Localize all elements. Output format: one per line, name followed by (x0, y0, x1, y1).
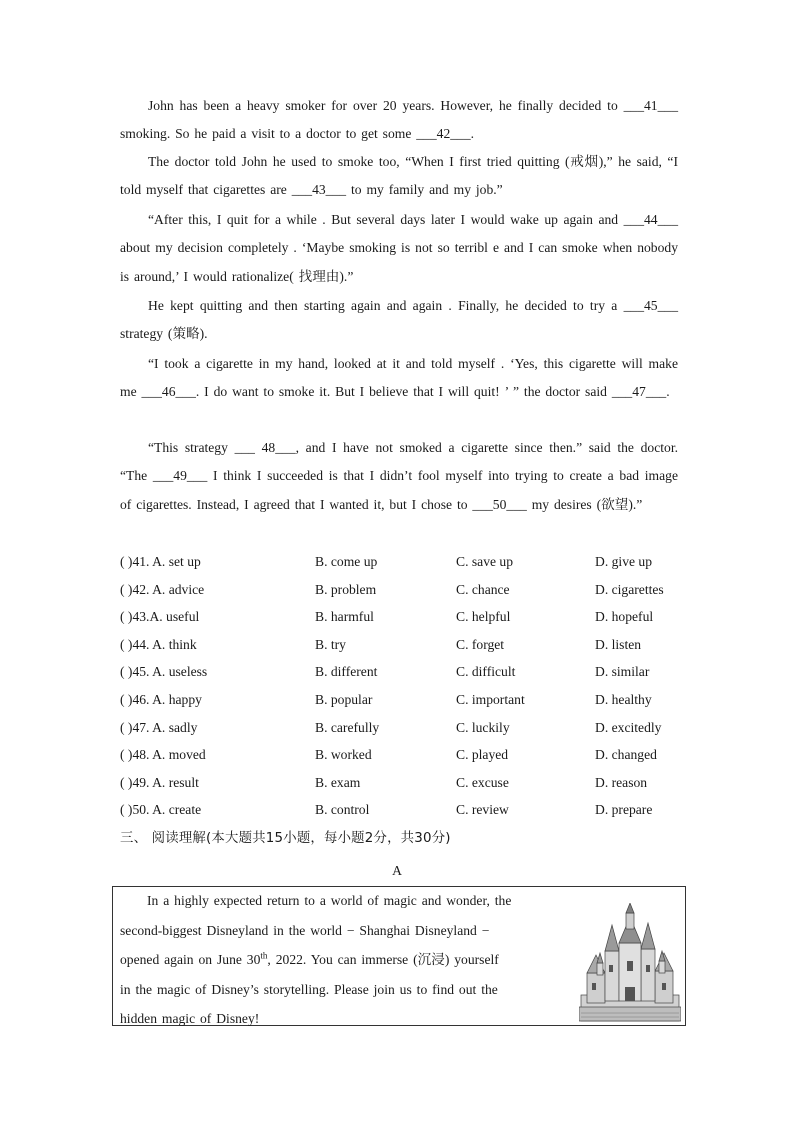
question-option-a[interactable]: ( )50. A. create (120, 802, 202, 818)
passage-label: A (392, 863, 402, 878)
question-option-d[interactable]: D. listen (595, 636, 642, 652)
castle-illustration (579, 903, 681, 1023)
question-option-a[interactable]: ( )46. A. happy (120, 691, 202, 707)
question-option-d[interactable]: D. prepare (595, 802, 653, 818)
question-row (120, 769, 690, 797)
question-option-c[interactable]: C. played (456, 747, 509, 763)
question-option-d[interactable]: D. changed (595, 747, 657, 763)
question-row (120, 576, 690, 604)
question-option-c[interactable]: C. important (456, 691, 525, 707)
question-option-b[interactable]: B. popular (315, 691, 373, 707)
question-row (120, 714, 690, 742)
reading-line (120, 945, 558, 975)
question-row (120, 631, 690, 659)
question-option-d[interactable]: D. give up (595, 554, 653, 569)
question-option-b[interactable]: B. harmful (315, 609, 374, 625)
question-option-d[interactable]: D. healthy (595, 691, 652, 707)
question-row (120, 796, 690, 824)
question-option-b[interactable]: B. control (315, 802, 370, 818)
question-option-c[interactable]: C. helpful (456, 609, 511, 625)
question-option-a[interactable]: ( )43.A. useful (120, 609, 200, 625)
reading-passage-box (112, 886, 686, 1026)
question-option-c[interactable]: C. luckily (456, 719, 510, 735)
question-option-c[interactable]: C. review (456, 802, 509, 818)
reading-text: opened again on June 30 (120, 952, 261, 968)
question-option-b[interactable]: B. different (315, 664, 378, 680)
question-row (120, 603, 690, 631)
reading-line: second-biggest Disneyland in the world − Shanghai Disneyland − (120, 922, 490, 938)
question-row (120, 548, 690, 576)
question-option-b[interactable]: B. problem (315, 581, 377, 597)
question-option-d[interactable]: D. similar (595, 664, 650, 680)
question-option-a[interactable]: ( )48. A. moved (120, 747, 206, 763)
section-heading: 三、 阅读理解(本大题共15小题，每小题2分，共30分) (120, 831, 451, 846)
question-option-c[interactable]: C. chance (456, 581, 510, 597)
question-option-a[interactable]: ( )42. A. advice (120, 581, 205, 597)
passage-paragraph-4: He kept quitting and then starting again and again . Finally, he decided to try a ___45___ strategy (策略). (120, 298, 678, 342)
question-option-d[interactable]: D. excitedly (595, 719, 662, 735)
question-option-d[interactable]: D. reason (595, 774, 648, 790)
question-row (120, 741, 690, 769)
question-row (120, 658, 690, 686)
question-option-d[interactable]: D. cigarettes (595, 581, 664, 597)
passage-paragraph-1: John has been a heavy smoker for over 20 years. However, he finally decided to ___41___ smoking. So he paid a visit to a doctor to get some ___42___. (120, 98, 678, 142)
question-option-b[interactable]: B. try (315, 636, 346, 652)
question-option-b[interactable]: B. carefully (315, 719, 380, 735)
reading-passage-text (120, 886, 558, 1034)
question-option-b[interactable]: B. worked (315, 747, 372, 763)
question-option-c[interactable]: C. difficult (456, 664, 516, 680)
question-option-a[interactable]: ( )47. A. sadly (120, 719, 198, 735)
passage-paragraph-3: “After this, I quit for a while . But several days later I would wake up again and ___44___ about my decision completely . ‘Maybe smoking is not so terribl e and I can smoke when nobody is around,’ I would rationalize( 找理由).” (120, 212, 678, 284)
question-row (120, 686, 690, 714)
reading-line: In a highly expected return to a world of magic and wonder, the (147, 893, 512, 908)
passage-paragraph-5: “I took a cigarette in my hand, looked at it and told myself . ‘Yes, this cigarette will make me ___46___. I do want to smoke it. But I believe that I will quit! ’ ” the doctor said ___47___. (120, 356, 678, 400)
question-option-b[interactable]: B. exam (315, 774, 361, 790)
question-option-a[interactable]: ( )41. A. set up (120, 554, 201, 569)
question-option-a[interactable]: ( )45. A. useless (120, 664, 208, 680)
question-option-a[interactable]: ( )44. A. think (120, 636, 197, 652)
passage-paragraph-6: “This strategy ___ 48___, and I have not smoked a cigarette since then.” said the doctor. “The ___49___ I think I succeeded is that I didn’t fool myself into trying to create a bad image of cigarettes. Instead, I agreed that I wanted it, but I chose to ___50___ my desires (欲望).” (120, 440, 678, 512)
passage-paragraph-2: The doctor told John he used to smoke too, “When I first tried quitting (戒烟),” he said, “I told myself that cigarettes are ___43___ to my family and my job.” (120, 154, 678, 198)
reading-line: in the magic of Disney’s storytelling. Please join us to find out the (120, 981, 498, 997)
question-option-c[interactable]: C. forget (456, 636, 505, 652)
reading-text: , 2022. You can immerse (沉浸) yourself (267, 952, 499, 968)
question-option-d[interactable]: D. hopeful (595, 609, 654, 625)
question-option-a[interactable]: ( )49. A. result (120, 774, 199, 790)
ordinal-suffix: th (260, 950, 268, 961)
reading-line: hidden magic of Disney! (120, 1011, 260, 1027)
question-option-c[interactable]: C. save up (456, 554, 514, 569)
question-option-b[interactable]: B. come up (315, 554, 378, 569)
cloze-options (120, 548, 690, 824)
question-option-c[interactable]: C. excuse (456, 774, 509, 790)
